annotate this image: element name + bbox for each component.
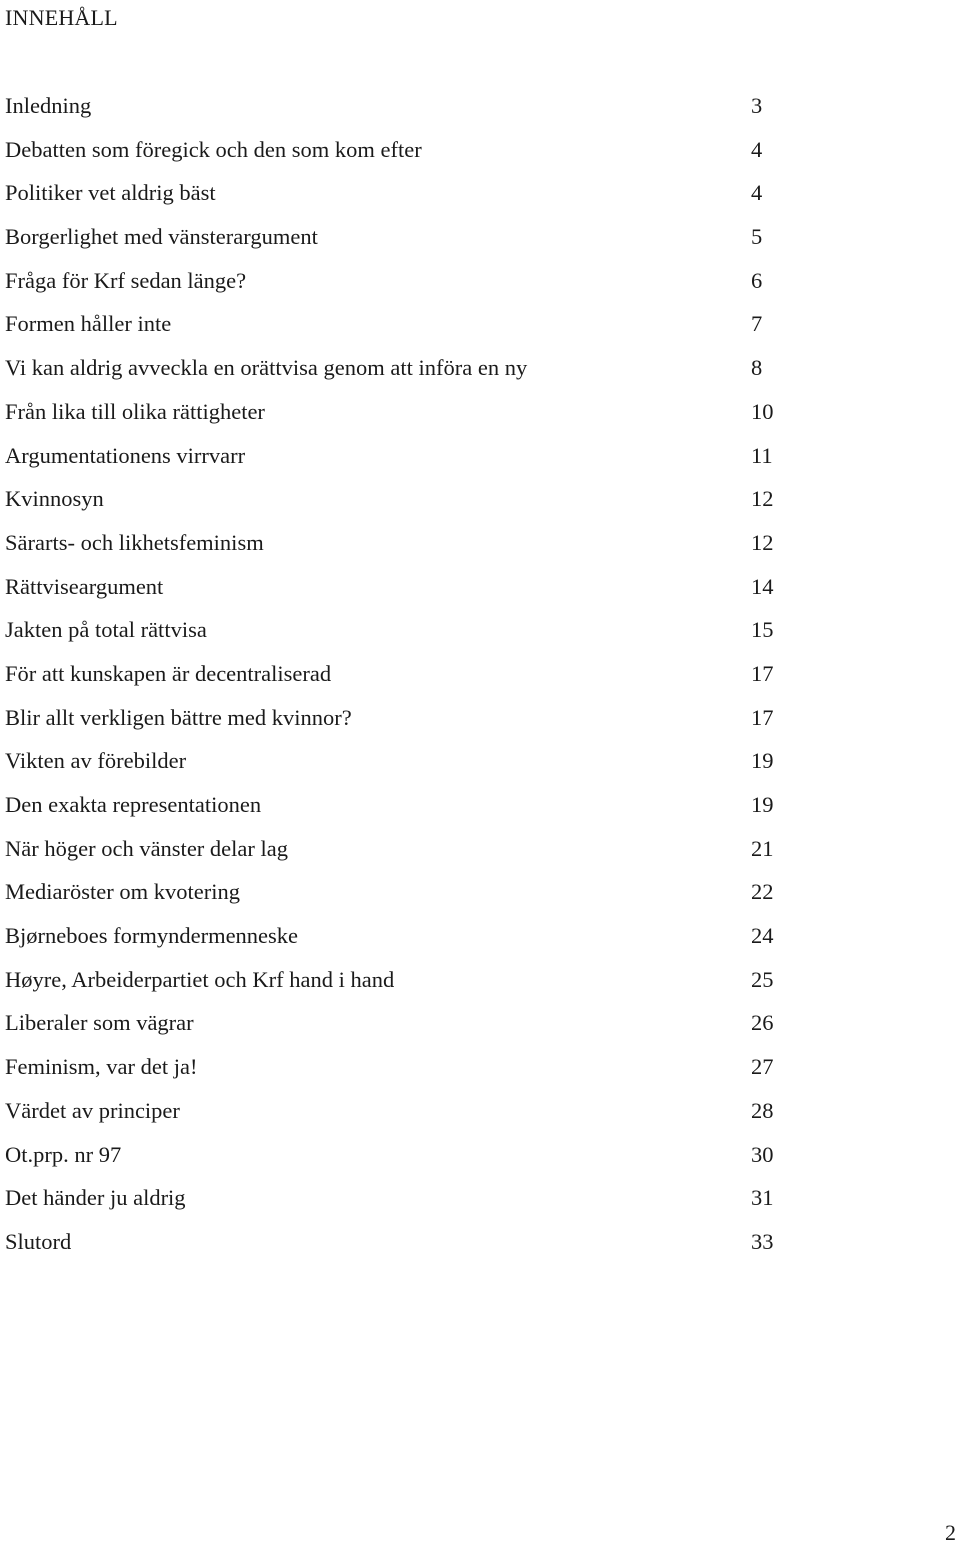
- toc-entry[interactable]: [5, 350, 795, 394]
- toc-entry-title: Høyre, Arbeiderpartiet och Krf hand i hand: [5, 966, 395, 992]
- toc-entry-title: Argumentationens virrvarr: [5, 442, 246, 468]
- toc-entry[interactable]: [5, 1005, 795, 1049]
- toc-entry-page: 28: [751, 1097, 774, 1123]
- toc-entry-title: Formen håller inte: [5, 311, 172, 337]
- toc-entry[interactable]: [5, 481, 795, 525]
- toc-entry-title: Rättviseargument: [5, 573, 164, 599]
- toc-entry-page: 4: [751, 136, 763, 162]
- toc-entry-page: 19: [751, 748, 774, 774]
- toc-entry-title: För att kunskapen är decentraliserad: [5, 660, 332, 686]
- toc-entry-title: Inledning: [5, 93, 92, 118]
- toc-entry-page: 8: [751, 355, 763, 381]
- toc-entry[interactable]: [5, 569, 795, 613]
- toc-entry-title: Särarts- och likhetsfeminism: [5, 529, 264, 555]
- toc-entry-title: Jakten på total rättvisa: [5, 617, 207, 643]
- toc-entry-title: Fråga för Krf sedan länge?: [5, 267, 247, 293]
- toc-entry-page: 27: [751, 1054, 774, 1080]
- toc-entry-title: Blir allt verkligen bättre med kvinnor?: [5, 704, 352, 730]
- toc-entry-page: 14: [751, 573, 774, 599]
- toc-entry-title: Vi kan aldrig avveckla en orättvisa genom att införa en ny: [5, 355, 528, 381]
- toc-entry-title: Politiker vet aldrig bäst: [5, 180, 216, 206]
- toc-entry-title: Den exakta representationen: [5, 792, 262, 817]
- toc-entry-title: Det händer ju aldrig: [5, 1185, 186, 1211]
- toc-entry-page: 24: [751, 923, 774, 949]
- toc-entry-page: 25: [751, 966, 774, 992]
- toc-entry[interactable]: [5, 1137, 795, 1181]
- toc-entry[interactable]: [5, 263, 795, 307]
- toc-entry-page: 11: [751, 442, 773, 468]
- toc-entry-page: 3: [751, 93, 763, 118]
- toc-entry[interactable]: [5, 219, 795, 263]
- toc-entry-page: 21: [751, 835, 774, 861]
- toc-entry[interactable]: [5, 874, 795, 918]
- toc-entry-page: 12: [751, 486, 774, 512]
- toc-entry-title: Feminism, var det ja!: [5, 1054, 198, 1080]
- toc-entry[interactable]: [5, 132, 795, 176]
- toc-entry-title: När höger och vänster delar lag: [5, 835, 288, 861]
- toc-entry-page: 10: [751, 398, 774, 424]
- toc-entry-page: 19: [751, 792, 774, 817]
- toc-entry-page: 31: [751, 1185, 774, 1211]
- toc-entry-page: 26: [751, 1010, 774, 1036]
- toc-entry[interactable]: [5, 438, 795, 482]
- toc-entry-title: Borgerlighet med vänsterargument: [5, 224, 318, 250]
- toc-entry[interactable]: [5, 962, 795, 1006]
- toc-entry[interactable]: [5, 918, 795, 962]
- toc-entry-title: Ot.prp. nr 97: [5, 1141, 122, 1167]
- toc-entry-title: Debatten som föregick och den som kom efter: [5, 136, 422, 162]
- toc-entry-page: 7: [751, 311, 763, 337]
- page-number: 2: [945, 1520, 956, 1545]
- toc-entry[interactable]: [5, 831, 795, 875]
- toc-entry[interactable]: [5, 700, 795, 744]
- toc-entry-title: Kvinnosyn: [5, 486, 104, 512]
- toc-entry-page: 17: [751, 704, 774, 730]
- toc-entry-title: Mediaröster om kvotering: [5, 879, 240, 905]
- toc-entry[interactable]: [5, 787, 795, 831]
- toc-entry-title: Vikten av förebilder: [5, 748, 187, 774]
- toc-entry[interactable]: [5, 525, 795, 569]
- toc-entry[interactable]: [5, 743, 795, 787]
- toc-entry-title: Värdet av principer: [5, 1097, 180, 1123]
- toc-entry[interactable]: [5, 394, 795, 438]
- toc-entry[interactable]: [5, 88, 795, 132]
- toc-entry[interactable]: [5, 1093, 795, 1137]
- toc-entry-page: 4: [751, 180, 763, 206]
- toc-entry-page: 33: [751, 1228, 774, 1254]
- toc-entry-title: Slutord: [5, 1228, 72, 1254]
- toc-entry[interactable]: [5, 612, 795, 656]
- toc-entry-title: Liberaler som vägrar: [5, 1010, 194, 1036]
- toc-entry-page: 22: [751, 879, 774, 905]
- toc-entry[interactable]: [5, 1049, 795, 1093]
- toc-entry-page: 6: [751, 267, 763, 293]
- toc-entry-page: 5: [751, 224, 763, 250]
- toc-entry-page: 17: [751, 660, 774, 686]
- toc-entry-title: Bjørneboes formyndermenneske: [5, 923, 299, 949]
- toc-entry[interactable]: [5, 175, 795, 219]
- toc-entry-page: 30: [751, 1141, 774, 1167]
- toc-entry[interactable]: [5, 1224, 795, 1268]
- toc-entry-page: 12: [751, 529, 774, 555]
- toc-entry[interactable]: [5, 1180, 795, 1224]
- table-of-contents: [5, 88, 795, 1268]
- toc-entry[interactable]: [5, 306, 795, 350]
- toc-entry[interactable]: [5, 656, 795, 700]
- toc-entry-page: 15: [751, 617, 774, 643]
- toc-entry-title: Från lika till olika rättigheter: [5, 398, 265, 424]
- page-title: INNEHÅLL: [5, 5, 118, 30]
